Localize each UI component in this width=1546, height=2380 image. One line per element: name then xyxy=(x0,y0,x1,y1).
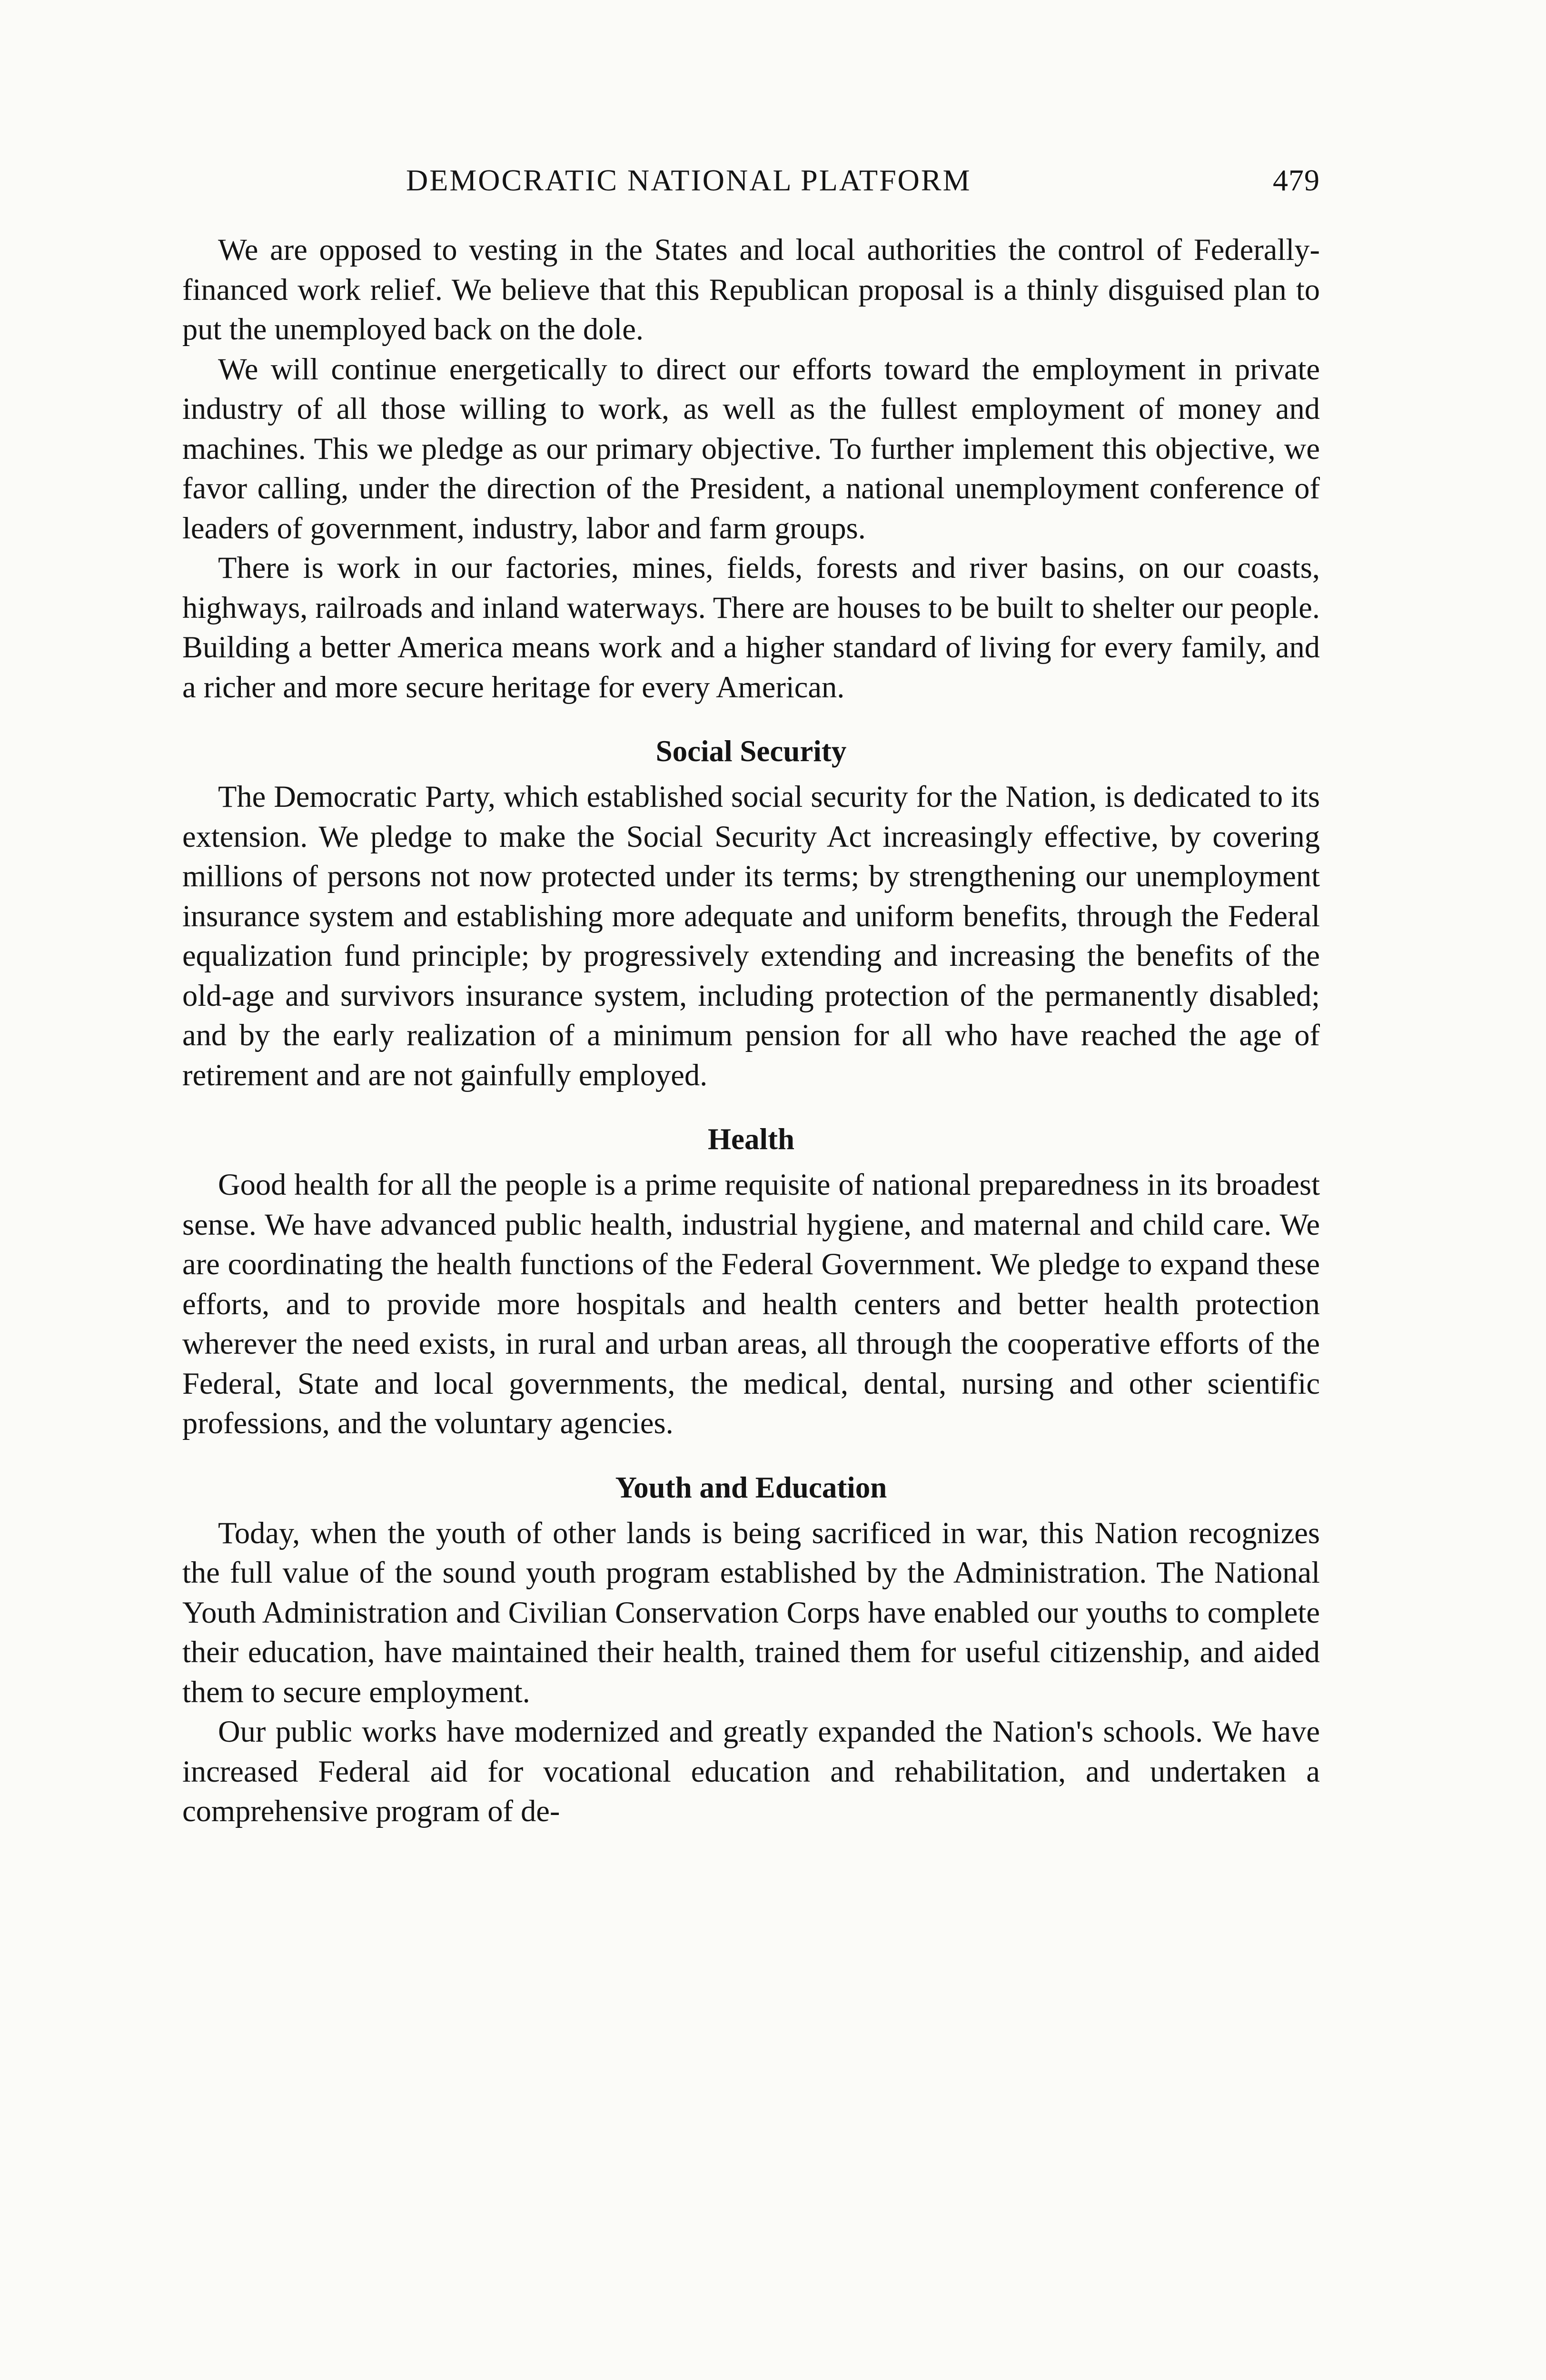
paragraph: We are opposed to vesting in the States and local authorities the control of Federally-financed work relief. We believe that this Republican proposal is a thinly disguised plan to put the unemployed back on the dole. xyxy=(182,233,1320,346)
running-head xyxy=(182,163,1320,208)
section-heading-social-security: Social Security xyxy=(655,734,847,768)
section-heading-youth-education: Youth and Education xyxy=(615,1470,887,1504)
paragraph: The Democratic Party, which established social security for the Nation, is dedicated to its extension. We pledge to make the Social Security Act increasingly effective, by covering millions of persons not now protected under its terms; by strengthening our unemployment insurance system and establishing more adequate and uniform benefits, through the Federal equalization fund principle; by progressively extending and increasing the benefits of the old-age and survivors insurance system, including protection of the permanently disabled; and by the early realization of a minimum pension for all who have reached the age of retirement and are not gainfully employed. xyxy=(182,780,1320,1092)
document-page xyxy=(182,163,1320,1831)
section-heading-health: Health xyxy=(708,1122,794,1156)
paragraph: Our public works have modernized and greatly expanded the Nation's schools. We have increased Federal aid for vocational education and rehabilitation, and undertaken a comprehensive program of de- xyxy=(182,1715,1320,1828)
page-number: 479 xyxy=(1273,163,1320,197)
body-text xyxy=(182,230,1320,1831)
paragraph: Today, when the youth of other lands is being sacrificed in war, this Nation recognizes the full value of the sound youth program established by the Administration. The National Youth Administration and Civilian Conservation Corps have enabled our youths to complete their education, have maintained their health, trained them for useful citizenship, and aided them to secure employment. xyxy=(182,1516,1320,1709)
paragraph: We will continue energetically to direct our efforts toward the employment in private industry of all those willing to work, as well as the fullest employment of money and machines. This we pledge as our primary objective. To further implement this objective, we favor calling, under the direction of the President, a national unemployment conference of leaders of government, industry, labor and farm groups. xyxy=(182,352,1320,545)
paragraph: Good health for all the people is a prime requisite of national preparedness in its broadest sense. We have advanced public health, industrial hygiene, and maternal and child care. We are coordinating the health functions of the Federal Government. We pledge to expand these efforts, and to provide more hospitals and health centers and better health protection wherever the need exists, in rural and urban areas, all through the cooperative efforts of the Federal, State and local governments, the medical, dental, nursing and other scientific professions, and the voluntary agencies. xyxy=(182,1168,1320,1440)
paragraph: There is work in our factories, mines, fields, forests and river basins, on our coasts, highways, railroads and inland waterways. There are houses to be built to shelter our people. Building a better America means work and a higher standard of living for every family, and a richer and more secure heritage for every American. xyxy=(182,551,1320,704)
running-title: DEMOCRATIC NATIONAL PLATFORM xyxy=(406,163,971,197)
